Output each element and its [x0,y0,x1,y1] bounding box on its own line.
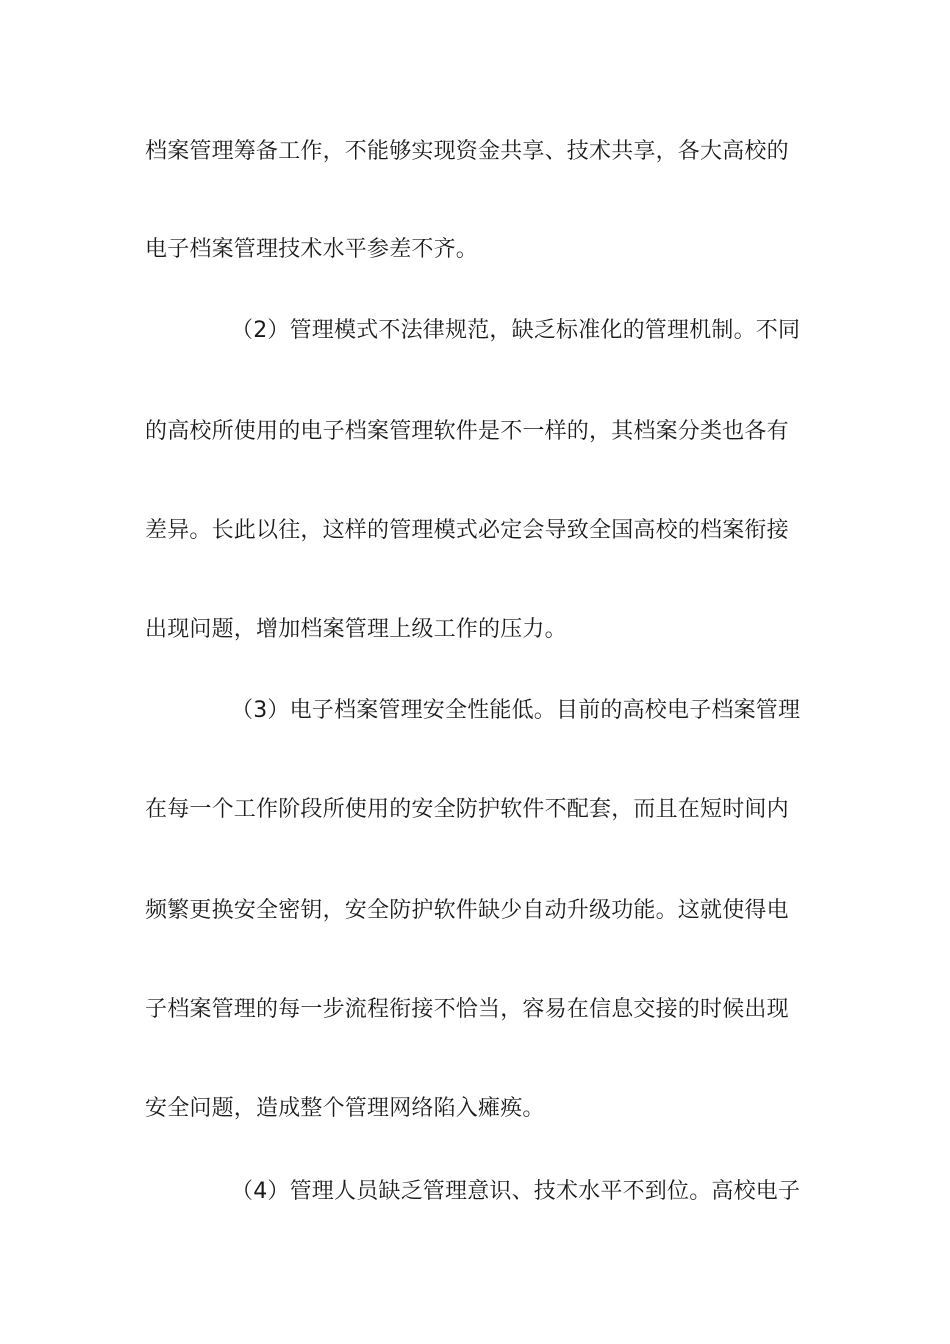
paragraph-line: 在每一个工作阶段所使用的安全防护软件不配套，而且在短时间内 [145,797,789,822]
paragraph-start-line: （2）管理模式不法律规范，缺乏标准化的管理机制。不同 [231,318,801,343]
paragraph-line: 安全问题，造成整个管理网络陷入瘫痪。 [145,1096,545,1121]
paragraph-line: 频繁更换安全密钥，安全防护软件缺少自动升级功能。这就使得电 [145,898,789,923]
paragraph-line: 档案管理筹备工作，不能够实现资金共享、技术共享，各大高校的 [145,139,789,164]
paragraph-line: 电子档案管理技术水平参差不齐。 [145,237,479,262]
paragraph-line: 出现问题，增加档案管理上级工作的压力。 [145,617,567,642]
paragraph-start-line: （3）电子档案管理安全性能低。目前的高校电子档案管理 [231,698,801,723]
paragraph-start-line: （4）管理人员缺乏管理意识、技术水平不到位。高校电子 [231,1179,801,1204]
paragraph-line: 差异。长此以往，这样的管理模式必定会导致全国高校的档案衔接 [145,518,789,543]
paragraph-line: 子档案管理的每一步流程衔接不恰当，容易在信息交接的时候出现 [145,997,789,1022]
paragraph-line: 的高校所使用的电子档案管理软件是不一样的，其档案分类也各有 [145,419,789,444]
